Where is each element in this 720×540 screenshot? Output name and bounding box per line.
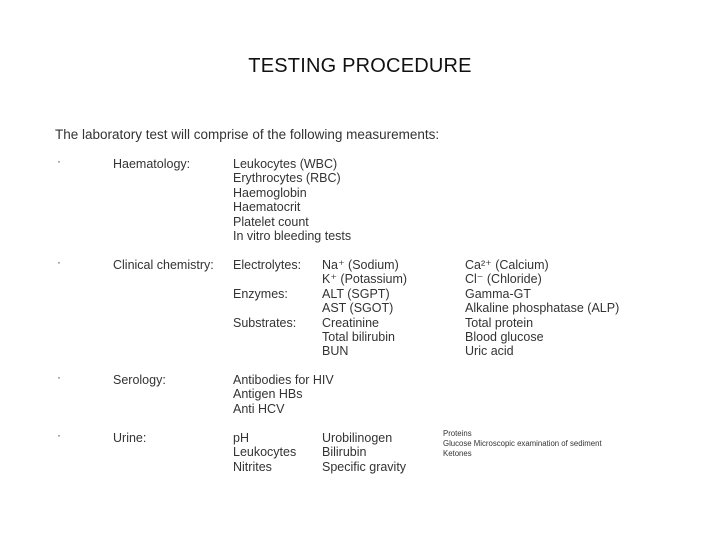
list-item: Erythrocytes (RBC) xyxy=(233,171,341,186)
list-item: BUN xyxy=(322,344,349,359)
serology-label: Serology: xyxy=(113,373,166,387)
clinical-sub-label-substrates: Substrates: xyxy=(233,316,297,330)
list-item: In vitro bleeding tests xyxy=(233,229,352,244)
list-item: Glucose Microscopic examination of sediment xyxy=(443,439,602,448)
list-item: Ca²⁺ (Calcium) xyxy=(465,258,549,272)
list-item: Specific gravity xyxy=(322,459,407,474)
list-item: Gamma-GT xyxy=(465,286,531,301)
list-item: Haematocrit xyxy=(233,200,301,215)
list-item: Na⁺ (Sodium) xyxy=(322,258,399,272)
bullet-haematology: · xyxy=(57,154,61,168)
urine-label: Urine: xyxy=(113,431,147,445)
list-item: Total bilirubin xyxy=(322,330,395,345)
list-item: Uric acid xyxy=(465,344,514,359)
list-item: AST (SGOT) xyxy=(322,301,394,316)
clinical-col1 xyxy=(322,258,407,359)
list-item: Leukocytes (WBC) xyxy=(233,157,338,171)
list-item: Total protein xyxy=(465,315,534,330)
clinical-sub-label-electrolytes: Electrolytes: xyxy=(233,258,302,272)
list-item: Proteins xyxy=(443,429,472,438)
slide-title: TESTING PROCEDURE xyxy=(248,55,472,77)
list-item: Urobilinogen xyxy=(322,431,393,445)
serology-list xyxy=(233,373,334,416)
list-item: Blood glucose xyxy=(465,330,544,345)
list-item: Alkaline phosphatase (ALP) xyxy=(465,301,620,316)
list-item: Nitrites xyxy=(233,459,272,474)
urine-col3 xyxy=(443,429,602,459)
list-item: Haemoglobin xyxy=(233,185,307,200)
intro-text: The laboratory test will comprise of the following measurements: xyxy=(55,127,440,142)
list-item: Bilirubin xyxy=(322,445,367,460)
list-item: pH xyxy=(233,431,249,445)
bullet-clinical-chemistry: · xyxy=(57,255,61,269)
clinical-sub-label-enzymes: Enzymes: xyxy=(233,287,288,301)
urine-col1 xyxy=(233,431,296,474)
haematology-list xyxy=(233,157,351,243)
list-item: Cl⁻ (Chloride) xyxy=(465,272,542,287)
list-item: Leukocytes xyxy=(233,445,297,460)
haematology-label: Haematology: xyxy=(113,157,191,171)
clinical-col2 xyxy=(465,258,619,359)
list-item: Platelet count xyxy=(233,214,309,229)
list-item: Ketones xyxy=(443,449,472,458)
bullet-urine: · xyxy=(57,428,61,442)
bullet-serology: · xyxy=(57,370,61,384)
urine-col2 xyxy=(322,431,406,474)
list-item: Anti HCV xyxy=(233,401,285,416)
list-item: K⁺ (Potassium) xyxy=(322,272,408,287)
clinical-chemistry-label: Clinical chemistry: xyxy=(113,258,214,272)
list-item: Creatinine xyxy=(322,315,379,330)
list-item: Antibodies for HIV xyxy=(233,373,334,387)
list-item: Antigen HBs xyxy=(233,387,303,402)
list-item: ALT (SGPT) xyxy=(322,286,390,301)
